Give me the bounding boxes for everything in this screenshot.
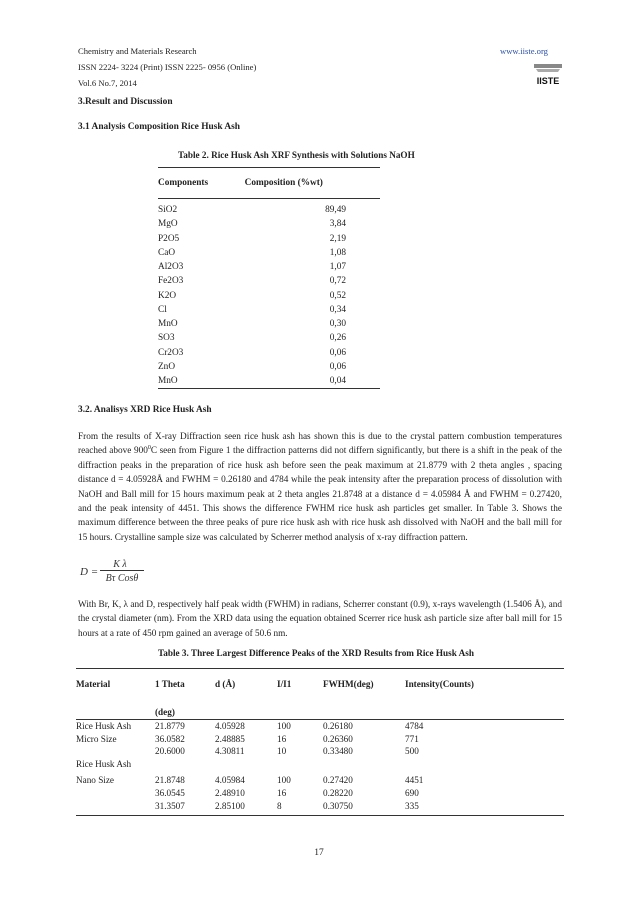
value-cell: 0,72 [329,276,346,287]
component-cell: SiO2 [158,205,178,216]
section-heading-3-1: 3.1 Analysis Composition Rice Husk Ash [78,122,241,132]
intensity-cell: 4784 [405,721,424,731]
journal-url-link[interactable]: www.iiste.org [500,46,548,56]
value-cell: 0,52 [329,290,346,301]
table3-row [76,733,564,746]
scherrer-formula [78,556,148,586]
value-cell: 0,34 [329,304,346,315]
component-cell: ZnO [158,361,176,372]
component-cell: MnO [158,374,245,389]
table3-header-theta-unit: (deg) [155,707,215,720]
logo-text: IISTE [536,76,560,86]
superscript-degree: 0 [147,445,151,452]
d-cell: 4.05928 [215,721,245,731]
paragraph-text: From the results of X-ray Diffraction seen rice husk ash has shown this is due to the crystal pattern combustion temperatures reached above 900 [78,432,562,457]
theta-cell: 36.0582 [155,733,185,744]
d-cell: 2.85100 [215,800,277,816]
iiste-logo [532,62,564,88]
theta-cell: 31.3507 [155,800,215,816]
table3-header-d: d (Å) [215,669,277,708]
table2-row [158,289,380,303]
journal-name: Chemistry and Materials Research [78,46,197,56]
value-cell: 0,06 [329,347,346,358]
issn-line: ISSN 2224- 3224 (Print) ISSN 2225- 0956 (Online) [78,62,257,72]
table2-row [158,217,380,231]
material-label: Nano Size [76,775,115,786]
table2-row [158,260,380,274]
intensity-cell: 771 [405,733,419,744]
theta-cell: 21.8748 [155,775,185,786]
d-cell: 4.05984 [215,775,245,786]
fwhm-cell: 0.30750 [323,800,405,816]
table2-row [158,317,380,331]
value-cell: 0,30 [329,319,346,330]
table2-caption: Table 2. Rice Husk Ash XRF Synthesis with Solutions NaOH [178,150,415,160]
component-cell: Al2O3 [158,262,184,273]
fwhm-cell: 0.33480 [323,746,353,757]
fwhm-cell: 0.26360 [323,733,353,744]
i-cell: 8 [277,800,323,816]
value-cell: 89,49 [325,205,346,216]
table3 [76,668,564,816]
intensity-cell: 335 [405,800,564,816]
table3-row [76,787,564,800]
table3-row [76,800,564,816]
value-cell: 3,84 [329,219,346,230]
theta-cell: 36.0545 [155,787,185,798]
table3-header-material: Material [76,669,155,708]
component-cell: Fe2O3 [158,276,184,287]
table2-row [158,374,380,389]
intensity-cell: 500 [405,746,419,757]
d-cell: 2.48910 [215,787,245,798]
paragraph-text-continued: C seen from Figure 1 the diffraction patterns did not differn significantly, but there is a shift in the peak of the diffraction peaks in the preparation of rice husk ash before seen the peak maximum at 21.8779 with 2 theta angles , spacing distance d = 4.05928Å and FWHM = 0.26180 and 4784 while the peak intensity after the preparation process of dissolution with NaOH and Ball mill for 15 hours maximum peak at 2 theta angles 21.8748 at a distance d = 4.05984 Å and FWHM = 0.27420, and the peak intensity of 4451. This shows the difference FWHM rice husk ash particles get smaller. In Table 3. Shows the maximum difference between the three peaks of pure rice husk ash with rice husk ash dissolved with NaOH and the ball mill for 15 hours. Crystalline sample size was calculated by Scherrer method analysis of x-ray diffraction pattern. [78,446,562,543]
table3-header-theta: 1 Theta [155,669,215,708]
i-cell: 100 [277,721,291,731]
material-label: Micro Size [76,733,117,744]
material-label: Rice Husk Ash [76,758,132,769]
intensity-cell: 690 [405,787,419,798]
table2-row [158,303,380,317]
fwhm-cell: 0.27420 [323,775,353,786]
component-cell: CaO [158,247,176,258]
table3-caption: Table 3. Three Largest Difference Peaks of the XRD Results from Rice Husk Ash [158,648,474,658]
table3-header-i: I/I1 [277,669,323,708]
table3-row [76,770,564,787]
page-number: 17 [314,848,324,858]
component-cell: K2O [158,290,177,301]
table2-row [158,232,380,246]
theta-cell: 21.8779 [155,721,185,731]
value-cell: 1,07 [329,262,346,273]
component-cell: MgO [158,219,178,230]
value-cell: 0,26 [329,333,346,344]
i-cell: 16 [277,787,287,798]
table3-header-fwhm: FWHM(deg) [323,669,405,708]
component-cell: P2O5 [158,233,180,244]
i-cell: 100 [277,775,291,786]
table2-header-composition: Composition (%wt) [245,168,380,199]
value-cell: 0,04 [245,374,380,389]
component-cell: Cl [158,304,167,315]
i-cell: 16 [277,733,287,744]
fwhm-cell: 0.26180 [323,721,353,731]
volume-line: Vol.6 No.7, 2014 [78,78,137,88]
table2 [158,167,380,389]
formula-lhs: D = [80,566,99,578]
table3-header-intensity: Intensity(Counts) [405,669,564,708]
paragraph-scherrer: With Br, K, λ and D, respectively half peak width (FWHM) in radians, Scherrer constant (0.9), x-rays wavelength (1.5406 Å), and the crystal diameter (nm). From the XRD data using the equation obtained Scerrer rice husk ash particle size after ball mill for 15 hours at a rate of 450 rpm gained an average of 50.6 nm. [78,600,562,639]
paragraph-xrd-results [78,430,562,545]
d-cell: 2.48885 [215,733,245,744]
d-cell: 4.30811 [215,746,245,757]
section-heading-result: 3.Result and Discussion [78,97,173,107]
fwhm-cell: 0.28220 [323,787,353,798]
table2-row [158,346,380,360]
table3-row [76,758,564,771]
table2-row [158,199,380,218]
table2-row [158,274,380,288]
intensity-cell: 4451 [405,775,424,786]
i-cell: 10 [277,746,287,757]
table3-row [76,720,564,733]
table2-row [158,360,380,374]
value-cell: 0,06 [329,361,346,372]
formula-numerator: K λ [113,559,127,570]
section-heading-3-2: 3.2. Analisys XRD Rice Husk Ash [78,405,212,415]
value-cell: 1,08 [329,247,346,258]
value-cell: 2,19 [329,233,346,244]
component-cell: MnO [158,319,178,330]
table2-row [158,331,380,345]
table3-row [76,745,564,758]
table2-header-components: Components [158,168,245,199]
component-cell: Cr2O3 [158,347,184,358]
material-label: Rice Husk Ash [76,721,132,731]
theta-cell: 20.6000 [155,746,185,757]
table2-row [158,246,380,260]
component-cell: SO3 [158,333,175,344]
formula-denominator: Bτ Cosθ [105,573,139,584]
